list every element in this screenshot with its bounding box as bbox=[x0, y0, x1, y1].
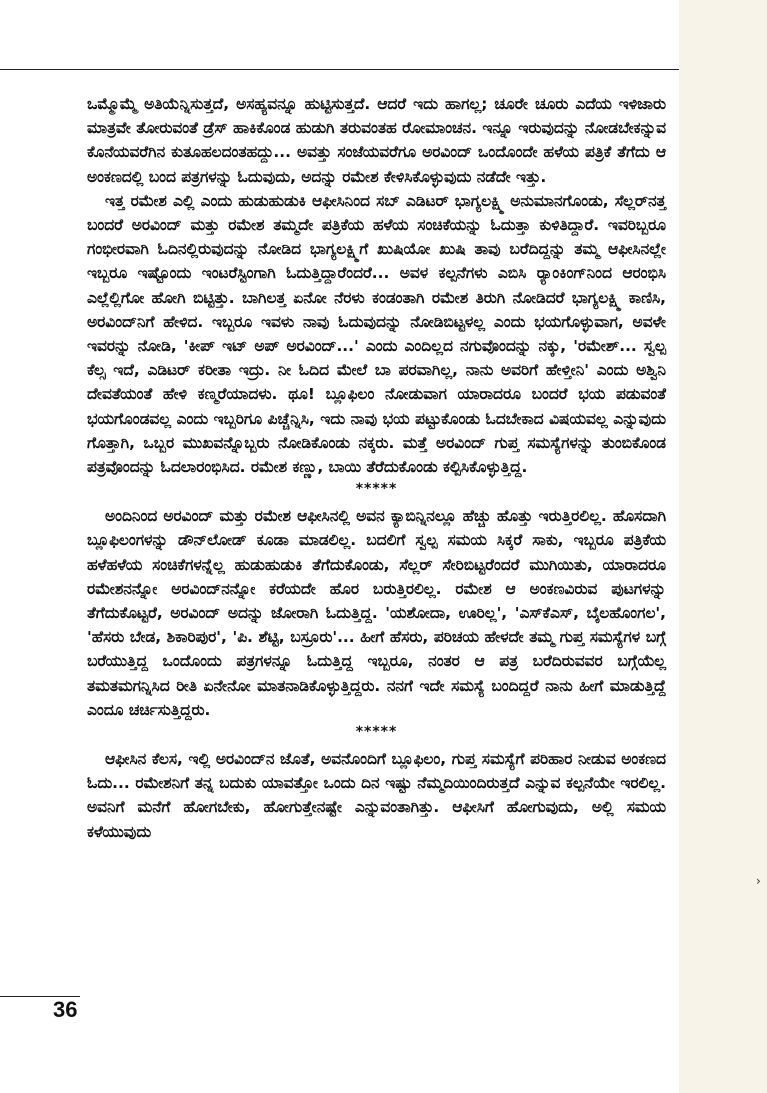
header-rule bbox=[0, 69, 681, 70]
margin-mark: › bbox=[756, 874, 761, 888]
section-separator: ***** bbox=[355, 481, 398, 498]
section-separator: ***** bbox=[355, 724, 398, 741]
paragraph: ಒಮ್ಮೊಮ್ಮೆ ಅತಿಯೆನ್ನಿಸುತ್ತದೆ, ಅಸಹ್ಯವನ್ನೂ ಹುಟ್ಟಿಸುತ್ತದೆ. ಆದರೆ ಇದು ಹಾಗಲ್ಲ; ಚೂರೇ ಚೂರು ಎದೆಯ ಇಳಿಜಾರು ಮಾತ್ರವೇ ತೋರುವಂತೆ ಡ್ರೆಸ್ ಹಾಕಿಕೊಂಡ ಹುಡುಗಿ ತರುವಂತಹ ರೋಮಾಂಚನ. ಇನ್ನೂ ಇರುವುದನ್ನು ನೋಡಬೇಕನ್ನುವ ಕೊನೆಯವರೆಗಿನ ಕುತೂಹಲದಂತಹದ್ದು... ಅವತ್ತು ಸಂಜೆಯವರೆಗೂ ಅರವಿಂದ್ ಒಂದೊಂದೇ ಹಳೆಯ ಪತ್ರಿಕೆ ತೆಗೆದು ಆ ಅಂಕಣದಲ್ಲಿ ಬಂದ ಪತ್ರಗಳನ್ನು ಓದುವುದು, ಅದನ್ನು ರಮೇಶ ಕೇಳಿಸಿಕೊಳ್ಳುವುದು ನಡೆದೇ ಇತ್ತು. bbox=[87, 95, 666, 186]
paragraph: ಇತ್ತ ರಮೇಶ ಎಲ್ಲಿ ಎಂದು ಹುಡುಹುಡುಕಿ ಆಫೀಸಿನಿಂದ ಸಬ್ ಎಡಿಟರ್ ಭಾಗ್ಯಲಕ್ಷ್ಮಿ ಅನುಮಾನಗೊಂಡು, ಸೆಲ್ಲರ್‌ನತ್ತ ಬಂದರೆ ಅರವಿಂದ್ ಮತ್ತು ರಮೇಶ ತಮ್ಮದೇ ಪತ್ರಿಕೆಯ ಹಳೆಯ ಸಂಚಿಕೆಯನ್ನು ಓದುತ್ತಾ ಕುಳಿತಿದ್ದಾರೆ. ಇವರಿಬ್ಬರೂ ಗಂಭೀರವಾಗಿ ಓದಿನಲ್ಲಿರುವುದನ್ನು ನೋಡಿದ ಭಾಗ್ಯಲಕ್ಷ್ಮಿಗೆ ಖುಷಿಯೋ ಖುಷಿ ತಾವು ಬರೆದಿದ್ದನ್ನು ತಮ್ಮ ಆಫೀಸಿನಲ್ಲೇ ಇಬ್ಬರೂ ಇಷ್ಟೊಂದು ಇಂಟರೆಸ್ಟಿಂಗಾಗಿ ಓದುತ್ತಿದ್ದಾರೆಂದರೆ... ಅವಳ ಕಲ್ಪನೆಗಳು ಎಬಿಸಿ ರ್‍ಯಾಂಕಿಂಗ್‌ನಿಂದ ಆರಂಭಿಸಿ ಎಲ್ಲೆಲ್ಲಿಗೋ ಹೋಗಿ ಬಿಟ್ಟಿತ್ತು. ಬಾಗಿಲತ್ತ ಏನೋ ನೆರಳು ಕಂಡಂತಾಗಿ ರಮೇಶ ತಿರುಗಿ ನೋಡಿದರೆ ಭಾಗ್ಯಲಕ್ಷ್ಮಿ ಕಾಣಿಸಿ, ಅರವಿಂದ್‌ನಿಗೆ ಹೇಳಿದ. ಇಬ್ಬರೂ ಇವಳು ನಾವು ಓದುವುದನ್ನು ನೋಡಿಬಿಟ್ಟಳಲ್ಲ ಎಂದು ಭಯಗೊಳ್ಳುವಾಗ, ಅವಳೇ ಇವರನ್ನು ನೋಡಿ, 'ಕೀಪ್ ಇಟ್ ಅಪ್ ಅರವಿಂದ್...' ಎಂದು ಎಂದಿಲ್ಲದ ನಗುವೊಂದನ್ನು ನಕ್ಕು, 'ರಮೇಶ್... ಸ್ವಲ್ಪ ಕೆಲ್ಸ ಇದೆ, ಎಡಿಟರ್ ಕರೀತಾ ಇದ್ರು. ನೀ ಓದಿದ ಮೇಲೆ ಬಾ ಪರವಾಗಿಲ್ಲ, ನಾನು ಅವರಿಗೆ ಹೇಳ್ತೀನಿ' ಎಂದು ಅಶ್ವಿನಿ ದೇವತೆಯಂತೆ ಹೇಳಿ ಕಣ್ಮರೆಯಾದಳು. ಥೂ! ಬ್ಲೂಫಿಲಂ ನೋಡುವಾಗ ಯಾರಾದರೂ ಬಂದರೆ ಭಯ ಪಡುವಂತೆ ಭಯಗೊಂಡವಲ್ಲ ಎಂದು ಇಬ್ಬರಿಗೂ ಪಿಚ್ಚೆನ್ನಿಸಿ, ಇದು ನಾವು ಭಯ ಪಟ್ಟುಕೊಂಡು ಓದಬೇಕಾದ ವಿಷಯವಲ್ಲ ಎನ್ನುವುದು ಗೊತ್ತಾಗಿ, ಒಬ್ಬರ ಮುಖವನ್ನೊಬ್ಬರು ನೋಡಿಕೊಂಡು ನಕ್ಕರು. ಮತ್ತೆ ಅರವಿಂದ್ ಗುಪ್ತ ಸಮಸ್ಯೆಗಳನ್ನು ತುಂಬಿಕೊಂಡ ಪತ್ರವೊಂದನ್ನು ಓದಲಾರಂಭಿಸಿದ. ರಮೇಶ ಕಣ್ಣು, ಬಾಯಿ ತೆರೆದುಕೊಂಡು ಕಲ್ಪಿಸಿಕೊಳ್ಳುತ್ತಿದ್ದ. bbox=[87, 191, 666, 477]
page-margin-strip bbox=[679, 0, 767, 1093]
paragraph: ಆಫೀಸಿನ ಕೆಲಸ, ಇಲ್ಲಿ ಅರವಿಂದ್‌ನ ಜೊತೆ, ಅವನೊಂದಿಗೆ ಬ್ಲೂಫಿಲಂ, ಗುಪ್ತ ಸಮಸ್ಯೆಗೆ ಪರಿಹಾರ ನೀಡುವ ಅಂಕಣದ ಓದು... ರಮೇಶನಿಗೆ ತನ್ನ ಬದುಕು ಯಾವತ್ತೋ ಒಂದು ದಿನ ಇಷ್ಟು ನೆಮ್ಮದಿಯಿಂದಿರುತ್ತದೆ ಎನ್ನುವ ಕಲ್ಪನೆಯೇ ಇರಲಿಲ್ಲ. ಅವನಿಗೆ ಮನೆಗೆ ಹೋಗಬೇಕು, ಹೋಗುತ್ತೇನಷ್ಟೇ ಎನ್ನುವಂತಾಗಿತ್ತು. ಆಫೀಸಿಗೆ ಹೋಗುವುದು, ಅಲ್ಲಿ ಸಮಯ ಕಳೆಯುವುದು bbox=[87, 750, 666, 841]
body-text bbox=[87, 92, 666, 844]
paragraph: ಅಂದಿನಿಂದ ಅರವಿಂದ್ ಮತ್ತು ರಮೇಶ ಆಫೀಸಿನಲ್ಲಿ ಅವನ ಕ್ಯಾಬಿನ್ನಿನಲ್ಲೂ ಹೆಚ್ಚು ಹೊತ್ತು ಇರುತ್ತಿರಲಿಲ್ಲ. ಹೊಸದಾಗಿ ಬ್ಲೂಫಿಲಂಗಳನ್ನು ಡೌನ್‌ಲೋಡ್ ಕೂಡಾ ಮಾಡಲಿಲ್ಲ. ಬದಲಿಗೆ ಸ್ವಲ್ಪ ಸಮಯ ಸಿಕ್ಕರೆ ಸಾಕು, ಇಬ್ಬರೂ ಪತ್ರಿಕೆಯ ಹಳೆಹಳೆಯ ಸಂಚಿಕೆಗಳನ್ನೆಲ್ಲ ಹುಡುಹುಡುಕಿ ತೆಗೆದುಕೊಂಡು, ಸೆಲ್ಲರ್ ಸೇರಿಬಿಟ್ಟರೆಂದರೆ ಮುಗಿಯಿತು, ಯಾರಾದರೂ ರಮೇಶನನ್ನೋ ಅರವಿಂದ್‌ನನ್ನೋ ಕರೆಯದೇ ಹೊರ ಬರುತ್ತಿರಲಿಲ್ಲ. ರಮೇಶ ಆ ಅಂಕಣವಿರುವ ಪುಟಗಳನ್ನು ತೆಗೆದುಕೊಟ್ಟರೆ, ಅರವಿಂದ್ ಅದನ್ನು ಜೋರಾಗಿ ಓದುತ್ತಿದ್ದ. 'ಯಶೋದಾ, ಊರಿಲ್ಲ', 'ಎಸ್‌ಕೆಎಸ್, ಬೈಲಹೊಂಗಲ', 'ಹೆಸರು ಬೇಡ, ಶಿಕಾರಿಪುರ', 'ಪಿ. ಶೆಟ್ಟಿ, ಬಸ್ರೂರು'... ಹೀಗೆ ಹೆಸರು, ಪರಿಚಯ ಹೇಳದೇ ತಮ್ಮ ಗುಪ್ತ ಸಮಸ್ಯೆಗಳ ಬಗ್ಗೆ ಬರೆಯುತ್ತಿದ್ದ ಒಂದೊಂದು ಪತ್ರಗಳನ್ನೂ ಓದುತ್ತಿದ್ದ ಇಬ್ಬರೂ, ನಂತರ ಆ ಪತ್ರ ಬರೆದಿರುವವರ ಬಗ್ಗೆಯೆಲ್ಲ ತಮತಮಗನ್ನಿಸಿದ ರೀತಿ ಏನೇನೋ ಮಾತನಾಡಿಕೊಳ್ಳುತ್ತಿದ್ದರು. ನನಗೆ ಇದೇ ಸಮಸ್ಯೆ ಬಂದಿದ್ದರೆ ನಾನು ಹೀಗೆ ಮಾಡುತ್ತಿದ್ದೆ ಎಂದೂ ಚರ್ಚಿಸುತ್ತಿದ್ದರು. bbox=[87, 507, 666, 719]
page-number: 36 bbox=[53, 997, 78, 1022]
